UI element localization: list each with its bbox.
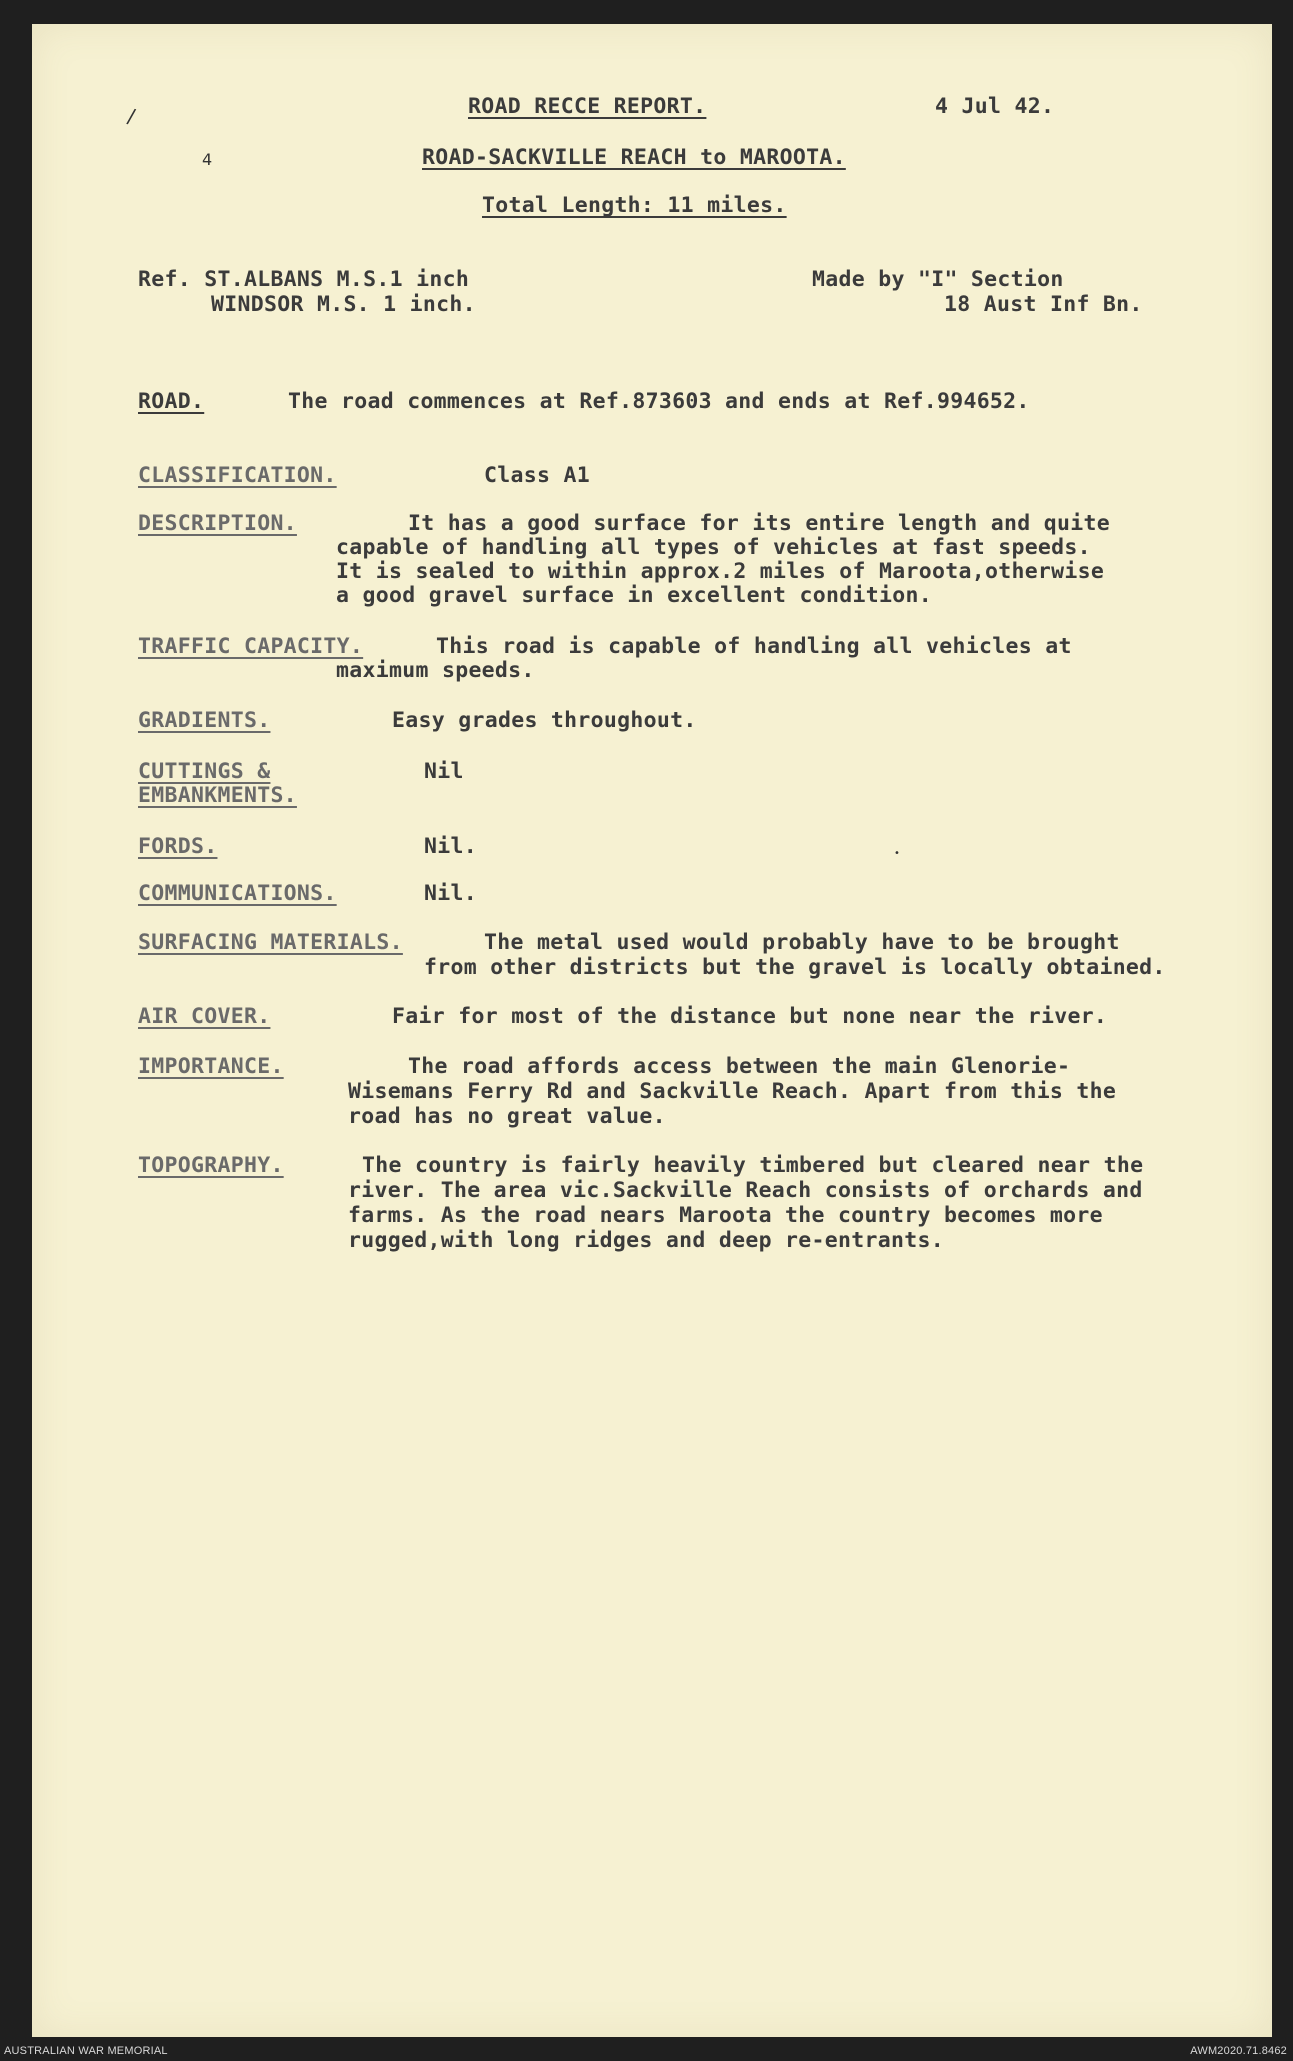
topography-line-4: rugged,with long ridges and deep re-entrants. (348, 1228, 944, 1253)
topography-line-2: river. The area vic.Sackville Reach consists of orchards and (348, 1178, 1143, 1203)
road-heading: ROAD. (138, 389, 205, 414)
air-cover-text: Fair for most of the distance but none near the river. (392, 1004, 1108, 1029)
traffic-heading: TRAFFIC CAPACITY. (138, 634, 364, 659)
total-length: Total Length: 11 miles. (482, 193, 787, 218)
importance-heading: IMPORTANCE. (138, 1054, 284, 1079)
surfacing-line-2: from other districts but the gravel is locally obtained. (424, 955, 1166, 980)
surfacing-heading: SURFACING MATERIALS. (138, 930, 403, 955)
air-cover-heading: AIR COVER. (138, 1004, 271, 1029)
cuttings-heading-2: EMBANKMENTS. (138, 783, 297, 808)
road-text: The road commences at Ref.873603 and ends at Ref.994652. (288, 389, 1030, 414)
importance-line-1: The road affords access between the main Glenorie- (408, 1054, 1071, 1079)
importance-line-2: Wisemans Ferry Rd and Sackville Reach. Apart from this the (348, 1079, 1117, 1104)
classification-heading: CLASSIFICATION. (138, 463, 337, 488)
topography-line-3: farms. As the road nears Maroota the country becomes more (348, 1203, 1103, 1228)
document-page (32, 24, 1272, 2037)
made-by-line-1: Made by "I" Section (812, 267, 1064, 292)
report-date: 4 Jul 42. (935, 94, 1055, 119)
importance-line-3: road has no great value. (348, 1104, 666, 1129)
description-line-2: capable of handling all types of vehicles at fast speeds. (336, 535, 1091, 560)
footer-accession-number: AWM2020.71.8462 (1190, 2045, 1287, 2057)
report-title: ROAD RECCE REPORT. (468, 94, 707, 119)
topography-heading: TOPOGRAPHY. (138, 1153, 284, 1178)
description-line-1: It has a good surface for its entire length and quite (408, 511, 1110, 536)
description-heading: DESCRIPTION. (138, 511, 297, 536)
classification-text: Class A1 (484, 463, 590, 488)
traffic-line-1: This road is capable of handling all vehicles at (436, 634, 1072, 659)
description-line-4: a good gravel surface in excellent condition. (336, 583, 932, 608)
road-title: ROAD-SACKVILLE REACH to MAROOTA. (422, 145, 846, 170)
ink-dot: • (894, 848, 900, 859)
cuttings-text: Nil (424, 759, 464, 784)
cuttings-heading-1: CUTTINGS & (138, 759, 271, 784)
gradients-heading: GRADIENTS. (138, 708, 271, 733)
communications-text: Nil. (424, 881, 477, 906)
margin-mark: / (125, 103, 138, 129)
footer-institution: AUSTRALIAN WAR MEMORIAL (4, 2045, 168, 2057)
margin-mark-number: 4 (202, 150, 213, 169)
fords-heading: FORDS. (138, 834, 218, 859)
made-by-line-2: 18 Aust Inf Bn. (944, 292, 1143, 317)
description-line-3: It is sealed to within approx.2 miles of Maroota,otherwise (336, 559, 1105, 584)
traffic-line-2: maximum speeds. (336, 658, 535, 683)
gradients-text: Easy grades throughout. (392, 708, 697, 733)
ref-line-2: WINDSOR M.S. 1 inch. (211, 292, 476, 317)
communications-heading: COMMUNICATIONS. (138, 881, 337, 906)
fords-text: Nil. (424, 834, 477, 859)
surfacing-line-1: The metal used would probably have to be brought (484, 930, 1120, 955)
ref-line-1: Ref. ST.ALBANS M.S.1 inch (138, 267, 470, 292)
topography-line-1: The country is fairly heavily timbered but cleared near the (362, 1153, 1144, 1178)
